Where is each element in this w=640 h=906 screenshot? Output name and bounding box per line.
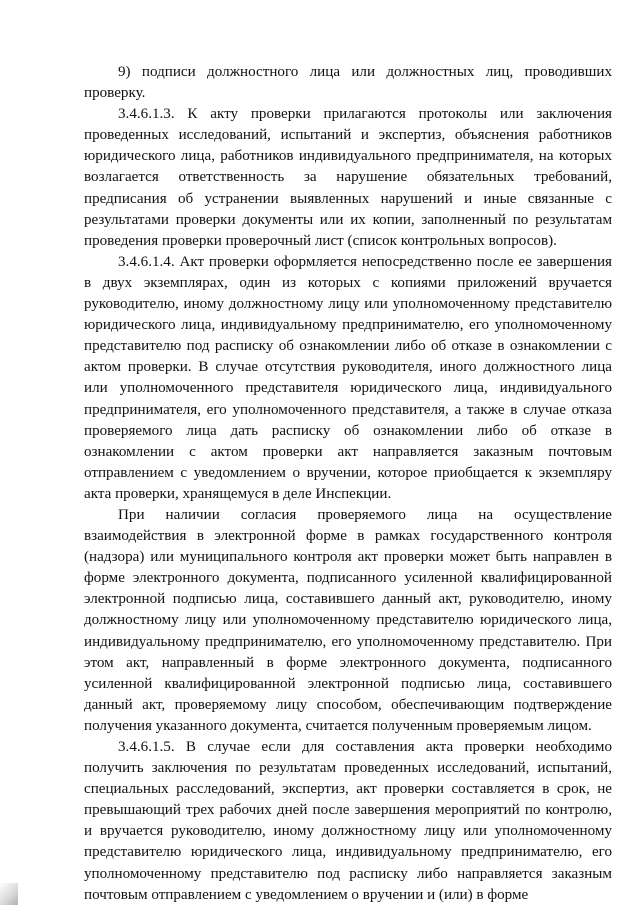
paragraph-3-4-6-1-4: 3.4.6.1.4. Акт проверки оформляется непосредственно после ее завершения в двух экземплярах, один из которых с копиями приложений вручается руководителю, иному должностному лицу или уполномоченному представителю юридического лица, индивидуальному предпринимателю, его уполномоченному представителю под расписку об ознакомлении либо об отказе в ознакомлении с актом проверки. В случае отсутствия руководителя, иного должностного лица или уполномоченного представителя юридического лица, индивидуального предпринимателя, его уполномоченного представителя, а также в случае отказа проверяемого лица дать расписку об ознакомлении либо об отказе в ознакомлении с актом проверки акт направляется заказным почтовым отправлением с уведомлением о вручении, которое приобщается к экземпляру акта проверки, хранящемуся в деле Инспекции. <box>84 253 612 502</box>
document-body <box>84 62 612 906</box>
paragraph-electronic-form: При наличии согласия проверяемого лица на осуществление взаимодействия в электронной форме в рамках государственного контроля (надзора) или муниципального контроля акт проверки может быть направлен в форме электронного документа, подписанного усиленной квалифицированной электронной подписью лица, составившего данный акт, руководителю, иному должностному лицу или уполномоченному представителю юридического лица, индивидуальному предпринимателю, его уполномоченному представителю. При этом акт, направленный в форме электронного документа, подписанного усиленной квалифицированной электронной подписью лица, составившего данный акт, проверяемому лицу способом, обеспечивающим подтверждение получения указанного документа, считается полученным проверяемым лицом. <box>84 506 612 734</box>
scan-corner-shadow <box>0 883 18 905</box>
paragraph-3-4-6-1-5: 3.4.6.1.5. В случае если для составления акта проверки необходимо получить заключения по результатам проведенных исследований, испытаний, специальных расследований, экспертиз, акт проверки составляется в срок, не превышающий трех рабочих дней после завершения мероприятий по контролю, и вручается руководителю, иному должностному лицу или уполномоченному представителю юридического лица, индивидуальному предпринимателю, его уполномоченному представителю под расписку либо направляется заказным почтовым отправлением с уведомлением о вручении и (или) в форме <box>84 739 612 903</box>
paragraph-3-4-6-1-3: 3.4.6.1.3. К акту проверки прилагаются протоколы или заключения проведенных исследований, испытаний и экспертиз, объяснения работников юридического лица, работников индивидуального предпринимателя, на которых возлагается ответственность за нарушение обязательных требований, предписания об устранении выявленных нарушений и иные связанные с результатами проверки документы или их копии, заполненный по результатам проведения проверки проверочный лист (список контрольных вопросов). <box>84 106 612 249</box>
paragraph-signatures: 9) подписи должностного лица или должностных лиц, проводивших проверку. <box>84 64 612 102</box>
